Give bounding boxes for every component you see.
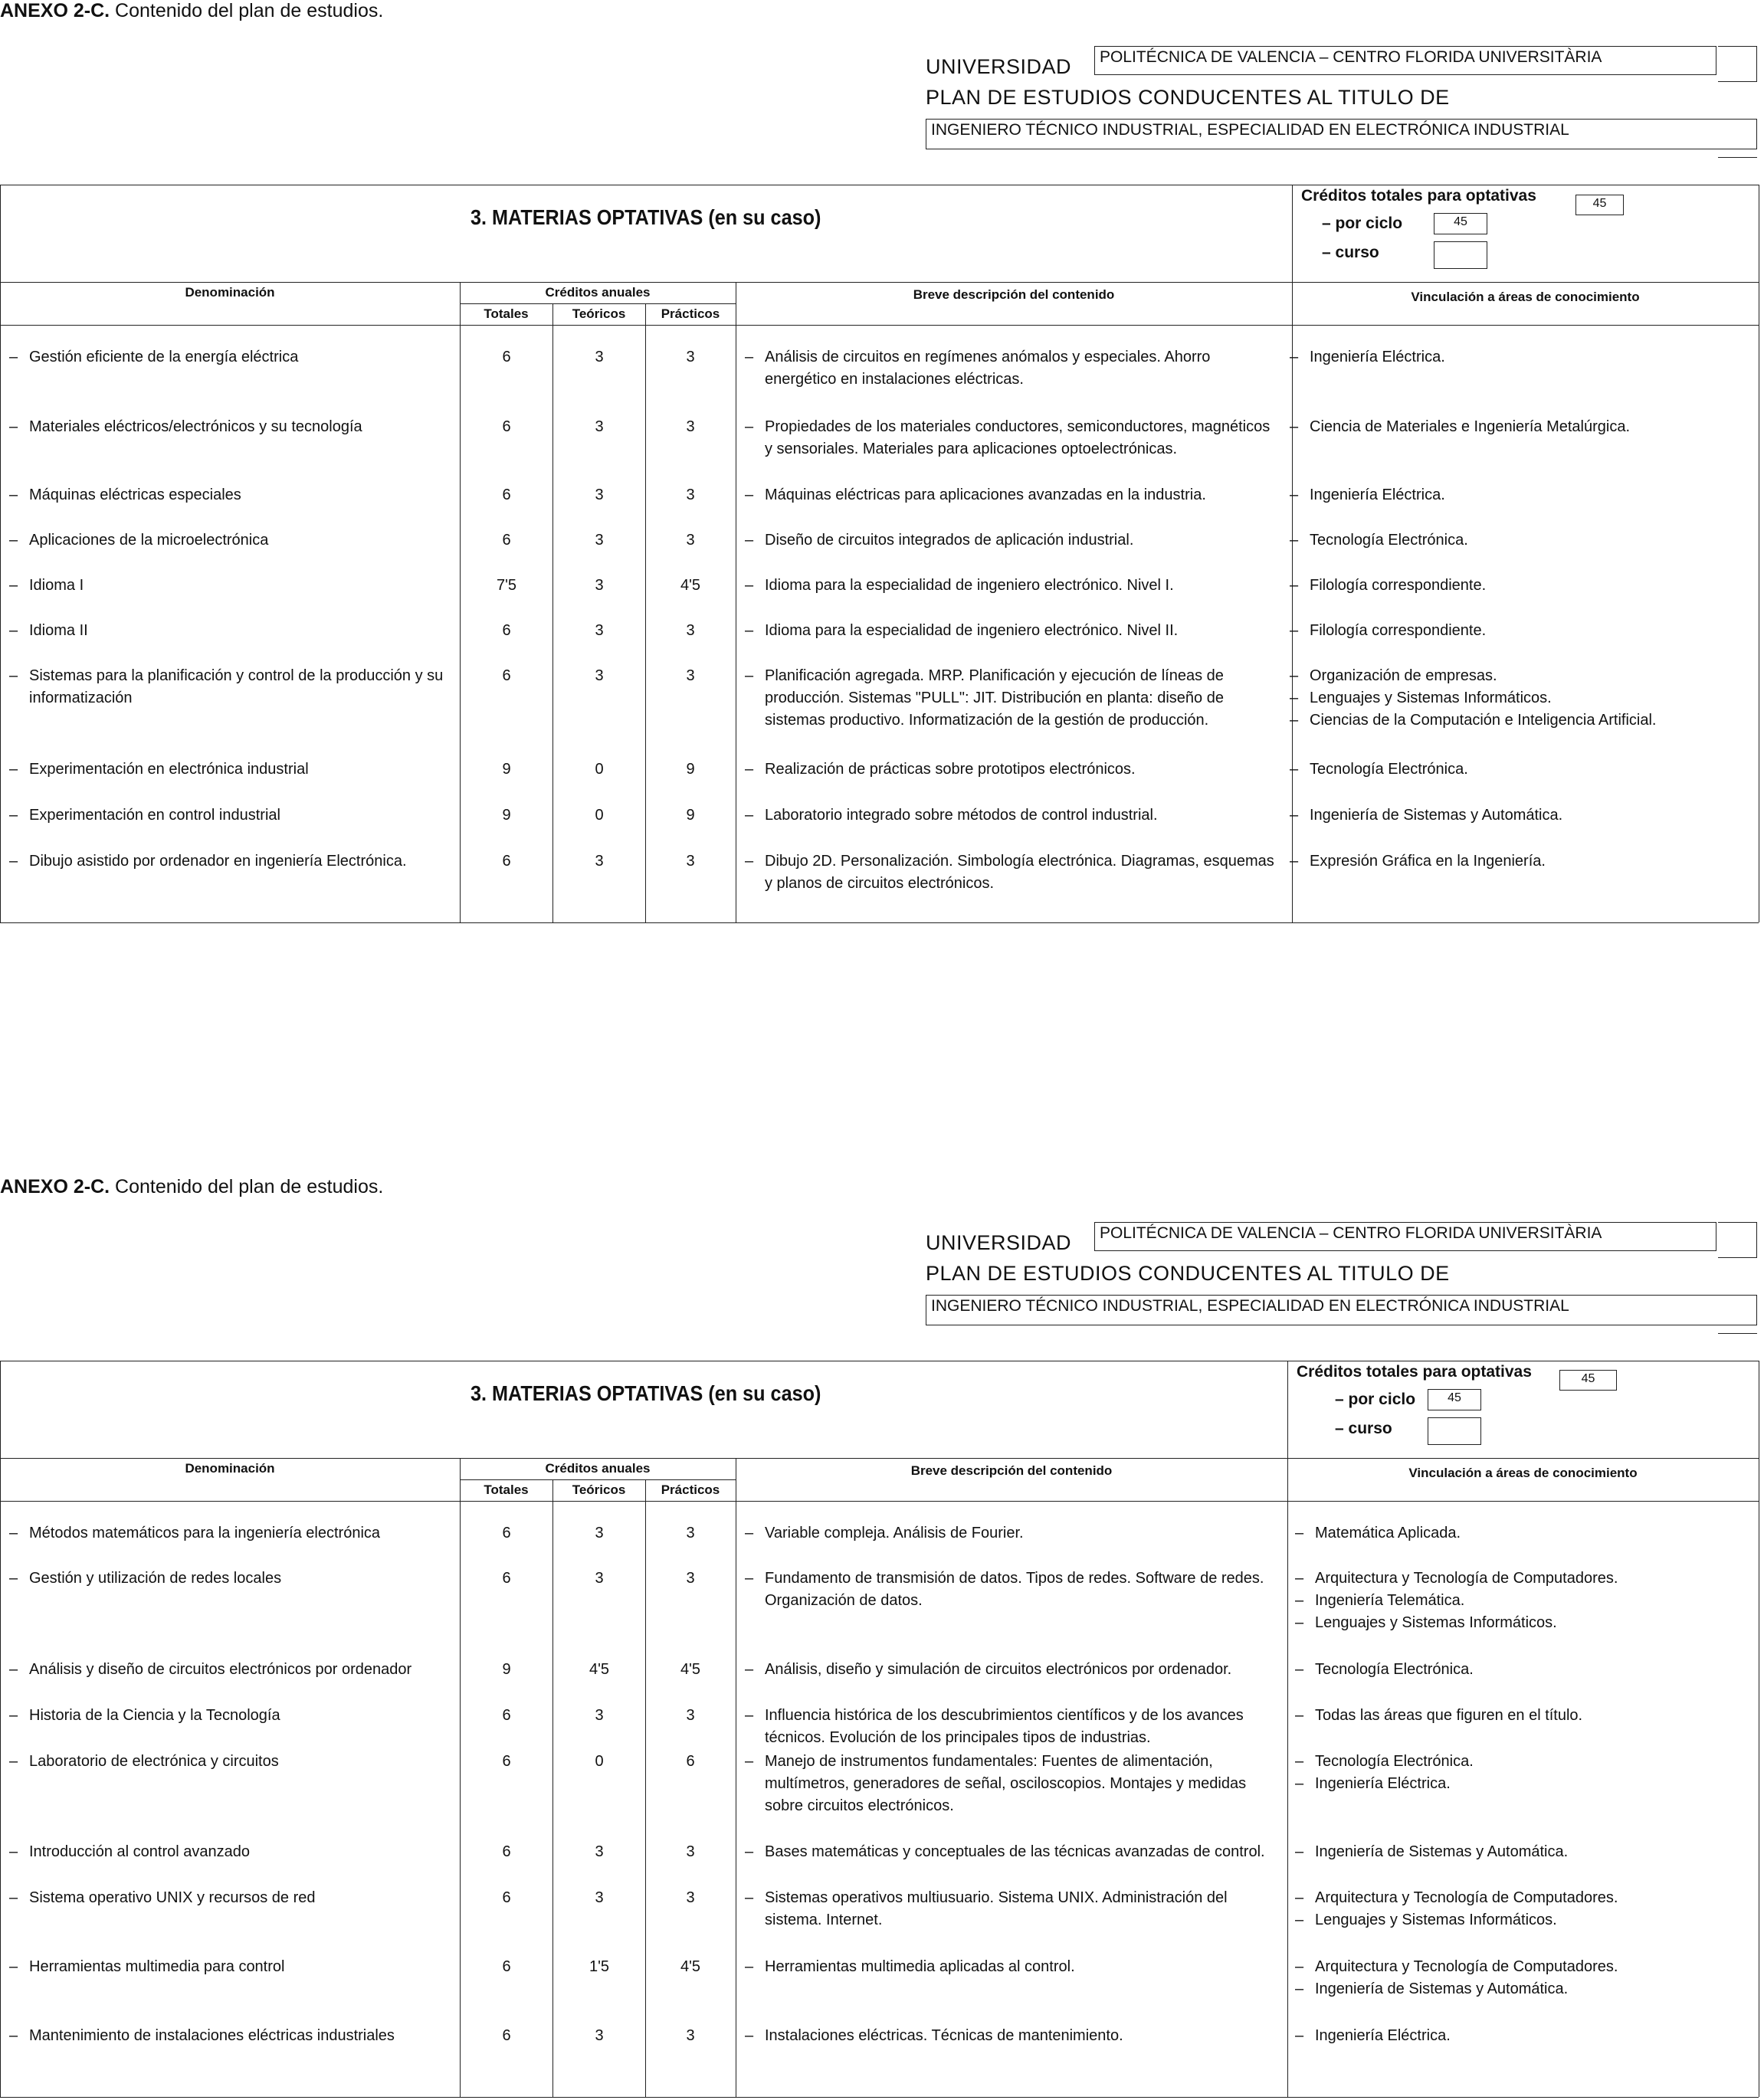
descripcion-text: – Herramientas multimedia aplicadas al control. [745,1956,1281,1978]
denominacion-text: – Laboratorio de electrónica y circuitos [9,1751,454,1773]
descripcion-cell [745,346,1281,391]
totales-cell: 6 [502,1707,511,1724]
teoricos-cell: 3 [595,622,604,639]
universidad-box-tail [1718,46,1757,82]
descripcion-cell [745,1887,1281,1931]
denominacion-cell [9,2025,454,2047]
curso-value [1428,1417,1481,1445]
vinculacion-cell [1290,484,1749,506]
teoricos-cell: 1'5 [589,1958,610,1975]
denominacion-cell [9,1956,454,1978]
plan-value: INGENIERO TÉCNICO INDUSTRIAL, ESPECIALIDAD EN ELECTRÓNICA INDUSTRIAL [926,1295,1757,1325]
plan-value: INGENIERO TÉCNICO INDUSTRIAL, ESPECIALIDAD EN ELECTRÓNICA INDUSTRIAL [926,119,1757,149]
area-item: – Expresión Gráfica en la Ingeniería. [1290,850,1749,873]
universidad-label: UNIVERSIDAD [926,55,1072,78]
vinculacion-cell [1290,620,1749,642]
area-item: – Ingeniería Eléctrica. [1295,1773,1755,1795]
descripcion-cell [745,1751,1281,1817]
descripcion-text: – Fundamento de transmisión de datos. Tipos de redes. Software de redes. Organización de datos. [745,1568,1281,1612]
denominacion-text: – Análisis y diseño de circuitos electrónicos por ordenador [9,1659,454,1681]
descripcion-cell [745,2025,1281,2047]
vinculacion-cell [1295,1659,1755,1681]
area-item: – Ingeniería Eléctrica. [1290,346,1749,369]
totales-cell: 7'5 [496,577,517,594]
area-item: – Arquitectura y Tecnología de Computadores. [1295,1887,1755,1909]
creditos-totales-label: Créditos totales para optativas [1297,1363,1532,1381]
totales-cell: 6 [502,2027,511,2044]
denominacion-text: – Introducción al control avanzado [9,1841,454,1863]
header-descripcion: Breve descripción del contenido [913,287,1115,302]
descripcion-text: – Variable compleja. Análisis de Fourier. [745,1522,1281,1545]
vinculacion-cell [1290,665,1749,732]
header-bottom-line [0,1501,1759,1502]
descripcion-cell [745,575,1281,597]
totales-cell: 9 [502,807,511,824]
totales-cell: 6 [502,532,511,549]
denominacion-text: – Dibujo asistido por ordenador en ingeniería Electrónica. [9,850,454,873]
denominacion-cell [9,804,454,827]
annex-title: ANEXO 2-C. Contenido del plan de estudios. [0,1176,384,1197]
por-ciclo-label: – por ciclo [1335,1391,1416,1408]
header-denominacion: Denominación [185,285,275,300]
area-item: – Ingeniería Eléctrica. [1290,484,1749,506]
totales-cell: 6 [502,1958,511,1975]
vline [552,1479,553,2097]
header-practicos: Prácticos [661,1482,720,1497]
teoricos-cell: 3 [595,1525,604,1541]
header-practicos: Prácticos [661,306,720,321]
area-item: – Ingeniería de Sistemas y Automática. [1295,1978,1755,2000]
totales-cell: 6 [502,1889,511,1906]
practicos-cell: 3 [686,1707,695,1724]
denominacion-cell [9,1522,454,1545]
area-item: – Lenguajes y Sistemas Informáticos. [1295,1612,1755,1634]
section-title: 3. MATERIAS OPTATIVAS (en su caso) [471,1381,821,1405]
totales-cell: 6 [502,1753,511,1770]
practicos-cell: 3 [686,487,695,503]
header-teoricos: Teóricos [572,306,626,321]
teoricos-cell: 3 [595,1889,604,1906]
vline [552,303,553,922]
table-bottom-line [0,2097,1759,2098]
header-teoricos: Teóricos [572,1482,626,1497]
practicos-cell: 4'5 [680,1661,701,1678]
table-bottom-line [0,922,1759,923]
area-item: – Matemática Aplicada. [1295,1522,1755,1545]
plan-label: PLAN DE ESTUDIOS CONDUCENTES AL TITULO DE [926,86,1450,109]
denominacion-text: – Idioma II [9,620,454,642]
teoricos-cell: 3 [595,349,604,365]
practicos-cell: 9 [686,807,695,824]
denominacion-cell [9,1659,454,1681]
vinculacion-cell [1290,850,1749,873]
denominacion-cell [9,1841,454,1863]
descripcion-cell [745,1522,1281,1545]
totales-cell: 9 [502,1661,511,1678]
denominacion-text: – Experimentación en electrónica industrial [9,758,454,781]
denominacion-text: – Experimentación en control industrial [9,804,454,827]
header-vinculacion: Vinculación a áreas de conocimiento [1408,1466,1638,1480]
practicos-cell: 3 [686,2027,695,2044]
descripcion-text: – Análisis de circuitos en regímenes anómalos y especiales. Ahorro energético en instalaciones eléctricas. [745,346,1281,391]
area-item: – Ingeniería de Sistemas y Automática. [1290,804,1749,827]
area-item: – Filología correspondiente. [1290,575,1749,597]
area-item: – Todas las áreas que figuren en el título. [1295,1705,1755,1727]
creditos-totales-value: 45 [1575,195,1624,215]
denominacion-cell [9,1887,454,1909]
denominacion-text: – Máquinas eléctricas especiales [9,484,454,506]
teoricos-cell: 3 [595,853,604,870]
totales-cell: 6 [502,1525,511,1541]
practicos-cell: 3 [686,667,695,684]
teoricos-cell: 3 [595,1707,604,1724]
practicos-cell: 3 [686,622,695,639]
teoricos-cell: 3 [595,1570,604,1587]
creditos-totales-value: 45 [1559,1370,1617,1391]
area-item: – Organización de empresas. [1290,665,1749,687]
section-title: 3. MATERIAS OPTATIVAS (en su caso) [471,205,821,229]
totales-cell: 6 [502,1570,511,1587]
header-bottom-line [0,325,1759,326]
practicos-cell: 9 [686,761,695,778]
practicos-cell: 3 [686,1889,695,1906]
denominacion-cell [9,346,454,369]
curso-label: – curso [1335,1420,1392,1437]
descripcion-cell [745,1659,1281,1681]
teoricos-cell: 0 [595,761,604,778]
descripcion-text: – Dibujo 2D. Personalización. Simbología electrónica. Diagramas, esquemas y planos de circuitos electrónicos. [745,850,1281,895]
header-creditos-anuales: Créditos anuales [545,285,651,300]
practicos-cell: 3 [686,1843,695,1860]
teoricos-cell: 0 [595,1753,604,1770]
totales-cell: 6 [502,853,511,870]
practicos-cell: 3 [686,418,695,435]
denominacion-cell [9,758,454,781]
descripcion-text: – Laboratorio integrado sobre métodos de control industrial. [745,804,1281,827]
annex-title: ANEXO 2-C. Contenido del plan de estudios. [0,0,384,21]
totales-cell: 9 [502,761,511,778]
denominacion-cell [9,665,454,709]
area-item: – Lenguajes y Sistemas Informáticos. [1295,1909,1755,1931]
descripcion-text: – Sistemas operativos multiusuario. Sistema UNIX. Administración del sistema. Internet. [745,1887,1281,1931]
por-ciclo-value: 45 [1428,1389,1481,1410]
area-item: – Ingeniería Telemática. [1295,1590,1755,1612]
teoricos-cell: 3 [595,667,604,684]
descripcion-cell [745,1841,1281,1863]
practicos-cell: 3 [686,853,695,870]
vinculacion-cell [1290,346,1749,369]
practicos-cell: 3 [686,1570,695,1587]
vinculacion-cell [1290,804,1749,827]
descripcion-text: – Realización de prácticas sobre prototipos electrónicos. [745,758,1281,781]
practicos-cell: 4'5 [680,1958,701,1975]
denominacion-cell [9,416,454,438]
descripcion-cell [745,1568,1281,1612]
universidad-box-tail [1718,1222,1757,1258]
practicos-cell: 3 [686,349,695,365]
denominacion-text: – Aplicaciones de la microelectrónica [9,529,454,552]
descripcion-cell [745,620,1281,642]
denominacion-text: – Gestión y utilización de redes locales [9,1568,454,1590]
header-line [0,282,1759,283]
denominacion-cell [9,484,454,506]
denominacion-text: – Sistemas para la planificación y control de la producción y su informatización [9,665,454,709]
practicos-cell: 6 [686,1753,695,1770]
vinculacion-cell [1295,1568,1755,1634]
vinculacion-cell [1295,1751,1755,1795]
descripcion-text: – Análisis, diseño y simulación de circuitos electrónicos por ordenador. [745,1659,1281,1681]
denominacion-text: – Gestión eficiente de la energía eléctrica [9,346,454,369]
descripcion-cell [745,484,1281,506]
vinculacion-cell [1295,1841,1755,1863]
header-vinculacion: Vinculación a áreas de conocimiento [1411,290,1640,304]
curso-value [1434,241,1487,269]
denominacion-text: – Métodos matemáticos para la ingeniería electrónica [9,1522,454,1545]
universidad-value: POLITÉCNICA DE VALENCIA – CENTRO FLORIDA UNIVERSITÀRIA [1094,1222,1716,1251]
descripcion-cell [745,665,1281,732]
totales-cell: 6 [502,1843,511,1860]
practicos-cell: 3 [686,1525,695,1541]
vinculacion-cell [1290,758,1749,781]
vline [460,282,461,922]
subheader-line [460,303,736,304]
totales-cell: 6 [502,418,511,435]
descripcion-cell [745,1956,1281,1978]
divider [1718,157,1757,158]
universidad-value: POLITÉCNICA DE VALENCIA – CENTRO FLORIDA UNIVERSITÀRIA [1094,46,1716,75]
denominacion-text: – Herramientas multimedia para control [9,1956,454,1978]
area-item: – Tecnología Electrónica. [1290,529,1749,552]
vinculacion-cell [1290,529,1749,552]
denominacion-text: – Sistema operativo UNIX y recursos de red [9,1887,454,1909]
descripcion-text: – Instalaciones eléctricas. Técnicas de mantenimiento. [745,2025,1281,2047]
header-line [0,1458,1759,1459]
descripcion-text: – Manejo de instrumentos fundamentales: Fuentes de alimentación, multímetros, generadores de señal, osciloscopios. Montajes y medidas sobre circuitos electrónicos. [745,1751,1281,1817]
vinculacion-cell [1295,2025,1755,2047]
denominacion-text: – Materiales eléctricos/electrónicos y su tecnología [9,416,454,438]
teoricos-cell: 3 [595,487,604,503]
divider [1718,1333,1757,1334]
descripcion-cell [745,804,1281,827]
area-item: – Tecnología Electrónica. [1295,1751,1755,1773]
teoricos-cell: 3 [595,1843,604,1860]
creditos-totales-label: Créditos totales para optativas [1301,187,1536,205]
descripcion-text: – Idioma para la especialidad de ingeniero electrónico. Nivel I. [745,575,1281,597]
denominacion-cell [9,1568,454,1590]
descripcion-text: – Idioma para la especialidad de ingeniero electrónico. Nivel II. [745,620,1281,642]
totales-cell: 6 [502,622,511,639]
vline [645,1479,646,2097]
practicos-cell: 3 [686,532,695,549]
area-item: – Ciencia de Materiales e Ingeniería Metalúrgica. [1290,416,1749,438]
totales-cell: 6 [502,487,511,503]
vinculacion-cell [1295,1887,1755,1931]
vinculacion-cell [1295,1522,1755,1545]
area-item: – Ciencias de la Computación e Inteligencia Artificial. [1290,709,1749,732]
area-item: – Ingeniería de Sistemas y Automática. [1295,1841,1755,1863]
descripcion-cell [745,1705,1281,1749]
denominacion-cell [9,575,454,597]
denominacion-cell [9,1751,454,1773]
por-ciclo-label: – por ciclo [1322,215,1403,232]
vline [460,1458,461,2097]
header-creditos-anuales: Créditos anuales [545,1461,651,1476]
area-item: – Arquitectura y Tecnología de Computadores. [1295,1568,1755,1590]
teoricos-cell: 3 [595,418,604,435]
totales-cell: 6 [502,667,511,684]
denominacion-text: – Historia de la Ciencia y la Tecnología [9,1705,454,1727]
descripcion-text: – Influencia histórica de los descubrimientos científicos y de los avances técnicos. Evolución de los principales tipos de industrias. [745,1705,1281,1749]
denominacion-cell [9,529,454,552]
area-item: – Lenguajes y Sistemas Informáticos. [1290,687,1749,709]
area-item: – Tecnología Electrónica. [1290,758,1749,781]
universidad-label: UNIVERSIDAD [926,1231,1072,1254]
teoricos-cell: 3 [595,2027,604,2044]
vline [645,303,646,922]
descripcion-cell [745,529,1281,552]
denominacion-cell [9,620,454,642]
denominacion-cell [9,850,454,873]
header-descripcion: Breve descripción del contenido [910,1463,1113,1478]
area-item: – Filología correspondiente. [1290,620,1749,642]
area-item: – Arquitectura y Tecnología de Computadores. [1295,1956,1755,1978]
totales-cell: 6 [502,349,511,365]
curso-label: – curso [1322,244,1379,261]
vinculacion-cell [1295,1705,1755,1727]
descripcion-text: – Propiedades de los materiales conductores, semiconductores, magnéticos y sensoriales. Materiales para aplicaciones optoelectrónicas. [745,416,1281,460]
descripcion-cell [745,416,1281,460]
vinculacion-cell [1290,416,1749,438]
header-denominacion: Denominación [185,1461,275,1476]
area-item: – Tecnología Electrónica. [1295,1659,1755,1681]
descripcion-text: – Bases matemáticas y conceptuales de las técnicas avanzadas de control. [745,1841,1281,1863]
teoricos-cell: 3 [595,532,604,549]
subheader-line [460,1479,736,1480]
practicos-cell: 4'5 [680,577,701,594]
descripcion-text: – Planificación agregada. MRP. Planificación y ejecución de líneas de producción. Sistemas "PULL": JIT. Distribución en planta: diseño de sistemas productivo. Informatización de la gestión de producción. [745,665,1281,732]
vinculacion-cell [1290,575,1749,597]
descripcion-cell [745,758,1281,781]
teoricos-cell: 3 [595,577,604,594]
descripcion-text: – Diseño de circuitos integrados de aplicación industrial. [745,529,1281,552]
header-totales: Totales [484,306,529,321]
denominacion-text: – Mantenimiento de instalaciones eléctricas industriales [9,2025,454,2047]
header-totales: Totales [484,1482,529,1497]
por-ciclo-value: 45 [1434,213,1487,234]
plan-label: PLAN DE ESTUDIOS CONDUCENTES AL TITULO DE [926,1262,1450,1285]
area-item: – Ingeniería Eléctrica. [1295,2025,1755,2047]
teoricos-cell: 0 [595,807,604,824]
denominacion-cell [9,1705,454,1727]
teoricos-cell: 4'5 [589,1661,610,1678]
vinculacion-cell [1295,1956,1755,2000]
descripcion-cell [745,850,1281,895]
descripcion-text: – Máquinas eléctricas para aplicaciones avanzadas en la industria. [745,484,1281,506]
denominacion-text: – Idioma I [9,575,454,597]
